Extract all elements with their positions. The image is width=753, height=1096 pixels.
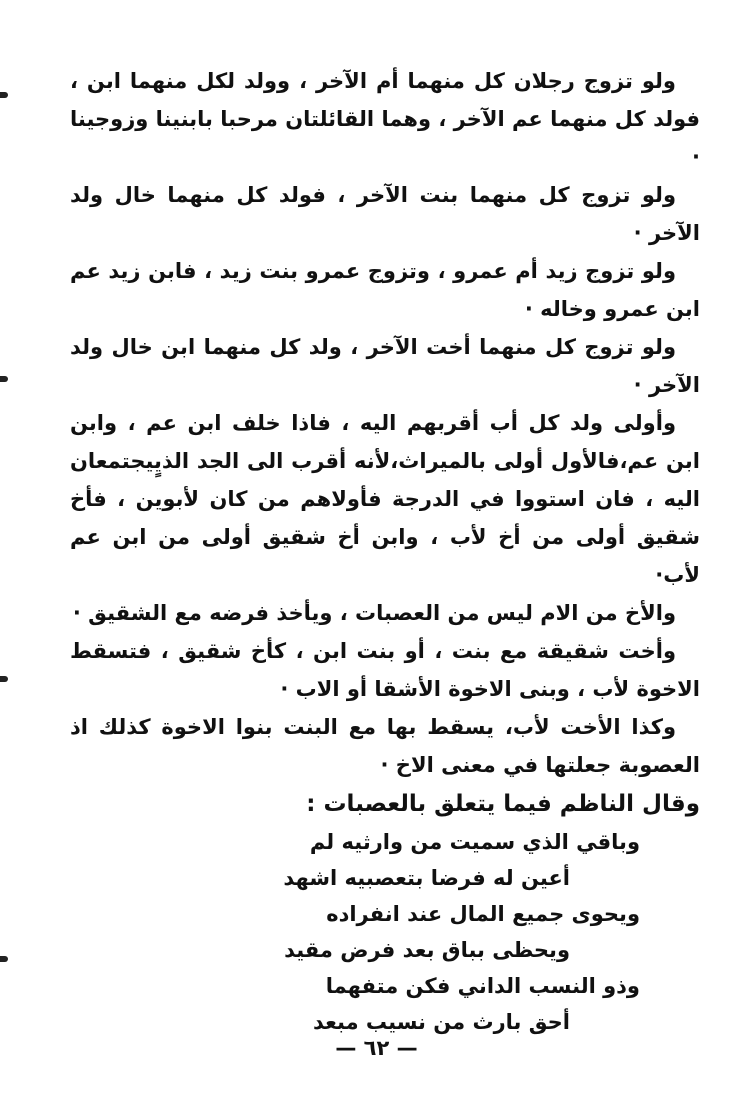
paragraph-1: ولو تزوج رجلان كل منهما أم الآخر ، وولد لكل منهما ابن ، فولد كل منهما عم الآخر ، وهما القائلتان مرحبا بابنينا وزوجينا · bbox=[70, 69, 700, 169]
paragraph-3: ولو تزوج زيد أم عمرو ، وتزوج عمرو بنت زيد ، فابن زيد عم ابن عمرو وخاله · bbox=[70, 259, 700, 321]
paragraph-8: وكذا الأخت لأب، يسقط بها مع البنت بنوا الاخوة كذلك اذ العصوبة جعلتها في معنى الاخ · bbox=[70, 715, 700, 777]
verse-line-4: ويحظى بباق بعد فرض مقيد bbox=[284, 938, 570, 962]
edge-mark-1 bbox=[0, 92, 8, 98]
edge-mark-3 bbox=[0, 676, 8, 682]
verse-line-3: ويحوى جميع المال عند انفراده bbox=[326, 902, 640, 926]
paragraph-7: وأخت شقيقة مع بنت ، أو بنت ابن ، كأخ شقيق ، فتسقط الاخوة لأب ، وبنى الاخوة الأشقا أو الاب · bbox=[70, 639, 700, 701]
page-number: — ٦٢ — bbox=[335, 1036, 418, 1060]
paragraph-4: ولو تزوج كل منهما أخت الآخر ، ولد كل منهما ابن خال ولد الآخر · bbox=[70, 335, 700, 397]
verse-line-2: أعين له فرضا بتعصبيه اشهد bbox=[283, 866, 570, 890]
paragraph-6: والأخ من الام ليس من العصبات ، ويأخذ فرضه مع الشقيق · bbox=[72, 601, 676, 625]
section-heading: وقال الناظم فيما يتعلق بالعصبات : bbox=[306, 791, 700, 817]
edge-mark-4 bbox=[0, 956, 8, 962]
verse-line-6: أحق بارث من نسيب مبعد bbox=[313, 1010, 570, 1034]
main-text bbox=[70, 62, 700, 1040]
verse-line-5: وذو النسب الداني فكن متفهما bbox=[325, 974, 640, 998]
edge-mark-2 bbox=[0, 376, 8, 382]
paragraph-5: وأولى ولد كل أب أقربهم اليه ، فاذا خلف ابن عم ، وابن ابن عم،فالأول أولى بالميراث،لأنه أقرب الى الجد الذيٍيجتمعان اليه ، فان استووا في الدرجة فأولاهم من كان لأبوين ، فأخ شقيق أولى من أخ لأب ، وابن أخ شقيق أولى من ابن عم لأب· bbox=[70, 411, 700, 587]
paragraph-2: ولو تزوج كل منهما بنت الآخر ، فولد كل منهما خال ولد الآخر · bbox=[70, 183, 700, 245]
verse-line-1: وباقي الذي سميت من وارثيه لم bbox=[309, 830, 640, 854]
